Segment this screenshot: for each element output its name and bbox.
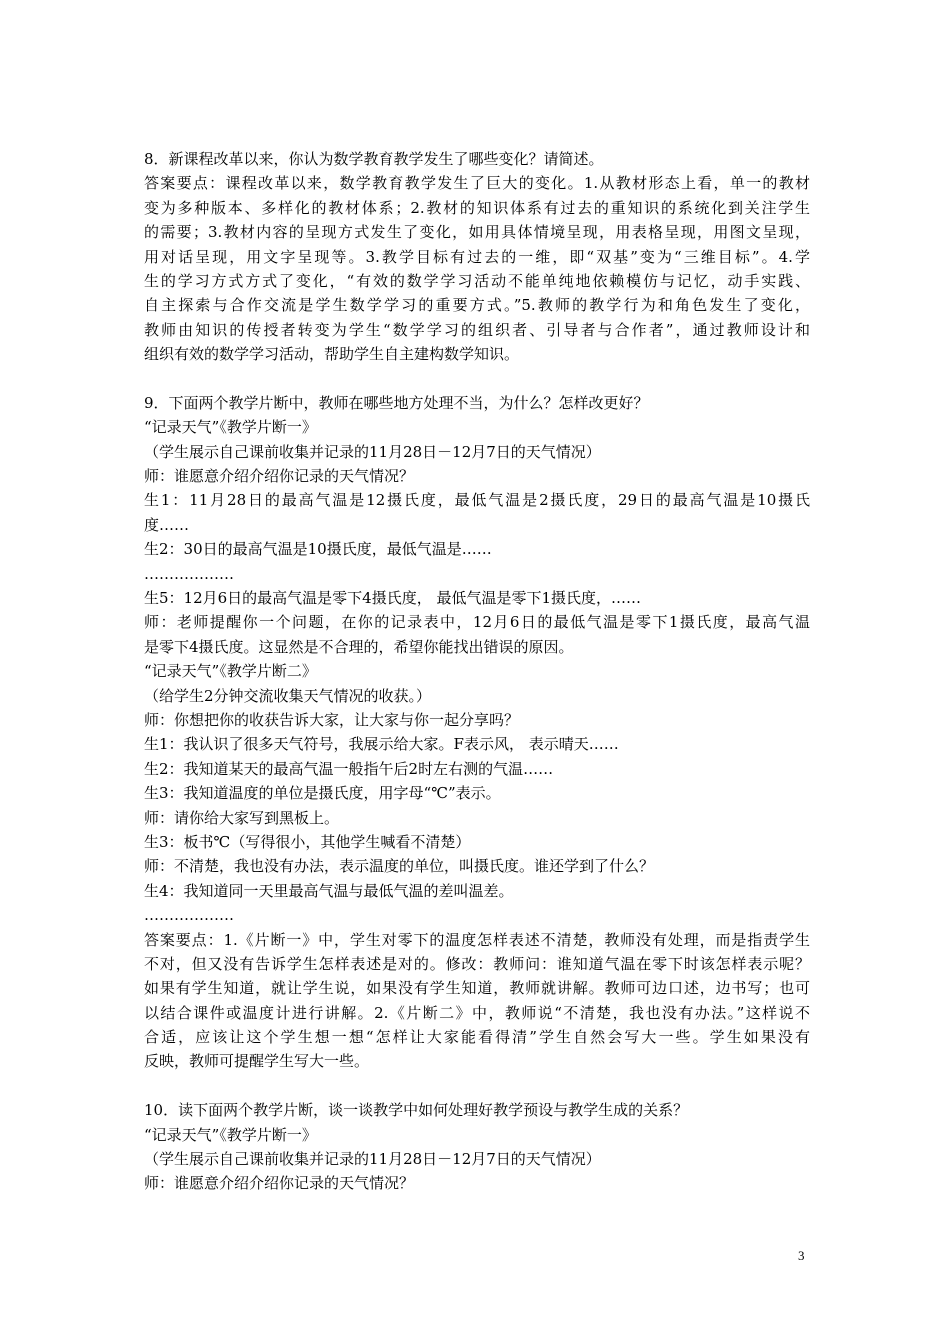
question-9-title: 9．下面两个教学片断中，教师在哪些地方处理不当，为什么？怎样改更好？ <box>144 393 649 412</box>
fragment-line: 师：谁愿意介绍介绍你记录的天气情况？ <box>144 467 415 486</box>
fragment-line: 度…… <box>144 515 190 534</box>
fragment-line: 生1：我认识了很多天气符号，我展示给大家。F表示风， 表示晴天…… <box>144 735 619 754</box>
fragment-line: （给学生2分钟交流收集天气情况的收获。） <box>144 686 432 705</box>
answer-line: 用对话呈现，用文字呈现等。3.教学目标有过去的一维，即“双基”变为“三维目标”。4.学 <box>144 247 810 266</box>
fragment-heading: “记录天气”《教学片断一》 <box>144 418 317 437</box>
paragraph-gap <box>144 1074 810 1098</box>
fragment-line: 生2：30日的最高气温是10摄氏度，最低气温是…… <box>144 540 492 559</box>
answer-line: 以结合课件或温度计进行讲解。2.《片断二》中，教师说“不清楚，我也没有办法。”这样说不 <box>144 1003 810 1022</box>
fragment-heading: “记录天气”《教学片断一》 <box>144 1125 317 1144</box>
question-10-title: 10．读下面两个教学片断，谈一谈教学中如何处理好教学预设与教学生成的关系？ <box>144 1101 689 1120</box>
question-8-title: 8．新课程改革以来，你认为数学教育教学发生了哪些变化？请简述。 <box>144 150 604 168</box>
fragment-line: 师：老师提醒你一个问题，在你的记录表中，12月6日的最低气温是零下1摄氏度，最高气温 <box>144 613 810 632</box>
fragment-line: 生3：板书℃（写得很小，其他学生喊看不清楚） <box>144 832 471 851</box>
fragment-line: 师：不清楚，我也没有办法，表示温度的单位，叫摄氏度。谁还学到了什么？ <box>144 857 655 876</box>
fragment-ellipsis: ……………… <box>144 906 234 925</box>
fragment-line: （学生展示自己课前收集并记录的11月28日－12月7日的天气情况） <box>144 1150 601 1169</box>
answer-line: 的需要；3.教材内容的呈现方式发生了变化，如用具体情境呈现，用表格呈现，用图文呈现， <box>144 223 810 242</box>
fragment-line: 是零下4摄氏度。这显然是不合理的，希望你能找出错误的原因。 <box>144 637 574 656</box>
fragment-line: 师：请你给大家写到黑板上。 <box>144 808 340 827</box>
answer-line: 答案要点：课程改革以来，数学教育教学发生了巨大的变化。1.从教材形态上看，单一的教材 <box>144 174 810 193</box>
page-number: 3 <box>798 1248 805 1263</box>
document-body <box>144 147 810 1196</box>
answer-line: 答案要点：1.《片断一》中，学生对零下的温度怎样表述不清楚，教师没有处理，而是指责学生 <box>144 930 810 949</box>
fragment-line: 师：谁愿意介绍介绍你记录的天气情况？ <box>144 1174 415 1193</box>
answer-line: 教师由知识的传授者转变为学生“数学学习的组织者、引导者与合作者”，通过教师设计和 <box>144 320 810 339</box>
paragraph-gap <box>144 367 810 391</box>
answer-line: 反映，教师可提醒学生写大一些。 <box>144 1052 370 1071</box>
fragment-line: 生4：我知道同一天里最高气温与最低气温的差叫温差。 <box>144 881 514 900</box>
answer-line: 合适，应该让这个学生想一想“怎样让大家能看得清”学生自然会写大一些。学生如果没有 <box>144 1028 810 1047</box>
answer-line: 组织有效的数学学习活动，帮助学生自主建构数学知识。 <box>144 345 520 364</box>
fragment-line: 生2：我知道某天的最高气温一般指午后2时左右测的气温…… <box>144 759 554 778</box>
fragment-ellipsis: ……………… <box>144 564 234 583</box>
fragment-line: 生3：我知道温度的单位是摄氏度，用字母“℃”表示。 <box>144 784 501 803</box>
fragment-line: 生5：12月6日的最高气温是零下4摄氏度， 最低气温是零下1摄氏度，…… <box>144 589 642 608</box>
answer-line: 自主探索与合作交流是学生数学学习的重要方式。”5.教师的教学行为和角色发生了变化， <box>144 296 810 315</box>
answer-line: 变为多种版本、多样化的教材体系；2.教材的知识体系有过去的重知识的系统化到关注学生 <box>144 198 810 217</box>
answer-line: 如果有学生知道，就让学生说，如果没有学生知道，教师就讲解。教师可边口述，边书写；也可 <box>144 979 810 998</box>
answer-line: 不对，但又没有告诉学生怎样表述是对的。修改：教师问：谁知道气温在零下时该怎样表示呢？ <box>144 954 810 973</box>
fragment-line: 师：你想把你的收获告诉大家，让大家与你一起分享吗？ <box>144 710 520 729</box>
fragment-line: 生1：11月28日的最高气温是12摄氏度，最低气温是2摄氏度，29日的最高气温是10摄氏 <box>144 491 810 510</box>
answer-line: 生的学习方式方式了变化，“有效的数学学习活动不能单纯地依赖模仿与记忆，动手实践、 <box>144 271 810 290</box>
fragment-line: （学生展示自己课前收集并记录的11月28日－12月7日的天气情况） <box>144 442 601 461</box>
fragment-heading: “记录天气”《教学片断二》 <box>144 662 317 681</box>
